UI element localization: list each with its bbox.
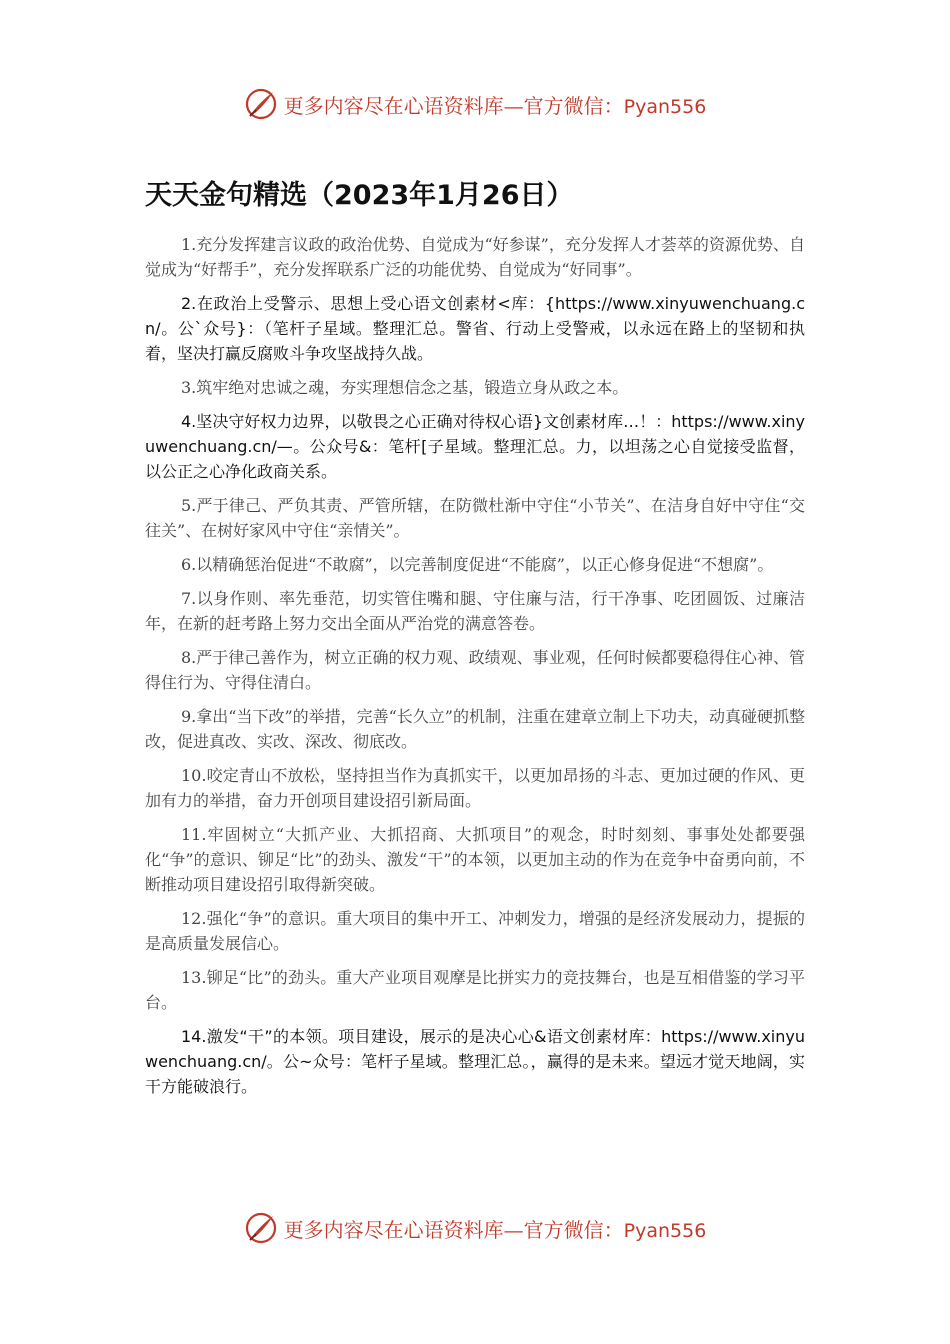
quote-paragraph: 6.以精确惩治促进“不敢腐”，以完善制度促进“不能腐”，以正心修身促进“不想腐”。: [181, 555, 774, 574]
banner-dash: —: [503, 1217, 524, 1242]
banner-main: 更多内容尽在心语资料库: [283, 1217, 504, 1242]
banner-label: 官方微信：: [523, 1217, 624, 1242]
quote-paragraph: 2.在政治上受警示、思想上受心语文创素材<库：{https://www.xinyuwenchuang.cn/。公`众号}：（笔杆子星域。整理汇总。警省、行动上受警戒，以永远在路上的坚韧和执着，坚决打赢反腐败斗争攻坚战持久战。: [145, 294, 805, 363]
quill-logo-icon: [244, 87, 278, 121]
quote-paragraph: 8.严于律己善作为，树立正确的权力观、政绩观、事业观，任何时候都要稳得住心神、管得住行为、守得住清白。: [145, 648, 805, 692]
quote-paragraph: 11.牢固树立“大抓产业、大抓招商、大抓项目”的观念，时时刻刻、事事处处都要强化“争”的意识、铆足“比”的劲头、激发“干”的本领，以更加主动的作为在竞争中奋勇向前，不断推动项目建设招引取得新突破。: [145, 825, 805, 894]
quote-paragraph: 1.充分发挥建言议政的政治优势、自觉成为“好参谋”，充分发挥人才荟萃的资源优势、自觉成为“好帮手”，充分发挥联系广泛的功能优势、自觉成为“好同事”。: [145, 235, 805, 279]
banner-main: 更多内容尽在心语资料库: [283, 93, 504, 118]
banner-wechat-id: Pyan556: [623, 1219, 707, 1242]
quote-paragraph: 3.筑牢绝对忠诚之魂，夯实理想信念之基，锻造立身从政之本。: [181, 378, 629, 397]
quote-paragraph: 4.坚决守好权力边界，以敬畏之心正确对待权心语}文创素材库…！：https://www.xinyuwenchuang.cn/—。公众号&：笔杆[子星域。整理汇总。力，以坦荡之心自觉接受监督，以公正之心净化政商关系。: [145, 412, 805, 481]
header-banner: [0, 84, 950, 124]
quote-paragraph: 5.严于律己、严负其责、严管所辖，在防微杜渐中守住“小节关”、在洁身自好中守住“交往关”、在树好家风中守住“亲情关”。: [145, 496, 805, 540]
quote-list: [145, 232, 805, 1108]
quote-paragraph: 9.拿出“当下改”的举措，完善“长久立”的机制，注重在建章立制上下功夫，动真碰硬抓整改，促进真改、实改、深改、彻底改。: [145, 707, 805, 751]
quote-paragraph: 14.激发“干”的本领。项目建设，展示的是决心心&语文创素材库：https://www.xinyuwenchuang.cn/。公~众号：笔杆子星域。整理汇总。，赢得的是未来。望远才觉天地阔，实干方能破浪行。: [145, 1027, 805, 1096]
banner-text: [284, 90, 707, 119]
quote-paragraph: 13.铆足“比”的劲头。重大产业项目观摩是比拼实力的竞技舞台，也是互相借鉴的学习平台。: [145, 968, 805, 1012]
quill-logo-icon: [244, 1211, 278, 1245]
footer-banner: [0, 1208, 950, 1248]
banner-dash: —: [503, 93, 524, 118]
banner-text: [284, 1214, 707, 1243]
page-title: 天天金句精选（2023年1月26日）: [145, 180, 574, 211]
quote-paragraph: 12.强化“争”的意识。重大项目的集中开工、冲刺发力，增强的是经济发展动力，提振的是高质量发展信心。: [145, 909, 805, 953]
banner-label: 官方微信：: [523, 93, 624, 118]
quote-paragraph: 10.咬定青山不放松，坚持担当作为真抓实干，以更加昂扬的斗志、更加过硬的作风、更加有力的举措，奋力开创项目建设招引新局面。: [145, 766, 805, 810]
banner-wechat-id: Pyan556: [623, 95, 707, 118]
quote-paragraph: 7.以身作则、率先垂范，切实管住嘴和腿、守住廉与洁，行干净事、吃团圆饭、过廉洁年，在新的赶考路上努力交出全面从严治党的满意答卷。: [145, 589, 805, 633]
